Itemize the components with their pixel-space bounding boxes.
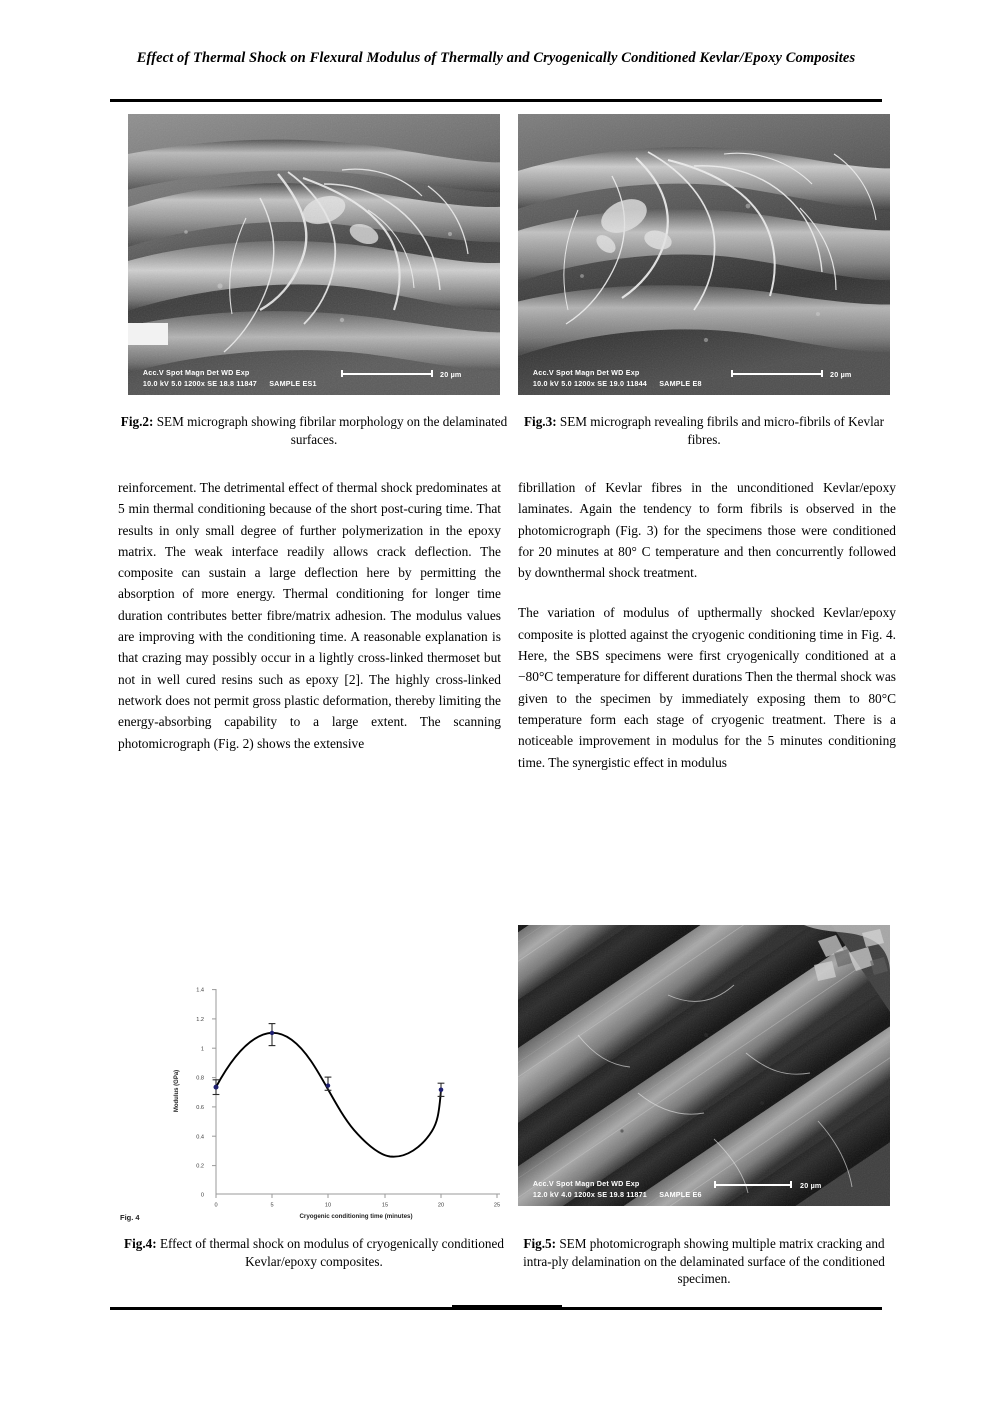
chart-svg [118, 975, 508, 1225]
fig2-white-artifact [128, 323, 168, 345]
figure-2-micrograph [128, 114, 500, 395]
figure-4-caption [118, 1235, 510, 1270]
figure-2-caption-label: Fig.2: [120, 414, 154, 429]
figure-2-caption [118, 413, 510, 448]
ytick-0.6: 0.6 [196, 1105, 204, 1111]
figure-2-caption-text: SEM micrograph showing fibrilar morphology on the delaminated surfaces. [153, 414, 508, 447]
figure-4-caption-label: Fig.4: [124, 1236, 157, 1251]
data-point-5 [270, 1031, 274, 1035]
fig5-scale-bar [714, 1181, 792, 1188]
chart-trend-curve [216, 1033, 441, 1157]
chart-xlabel: Cryogenic conditioning time (minutes) [299, 1213, 413, 1220]
fig2-scale-bar [341, 370, 433, 377]
fig3-databar-headers: Acc.V Spot Magn Det WD Exp [532, 368, 640, 377]
body-left-column [118, 477, 501, 754]
xtick-5: 5 [270, 1202, 274, 1209]
ytick-0.4: 0.4 [196, 1134, 204, 1141]
fig2-databar-headers: Acc.V Spot Magn Det WD Exp [142, 368, 250, 377]
figure-5-caption [508, 1235, 900, 1288]
sem-image-fig5 [518, 925, 890, 1206]
ytick-1.2: 1.2 [196, 1017, 204, 1023]
sem-image-fig3 [518, 114, 890, 395]
sem-image-fig2 [128, 114, 500, 395]
figure-5-caption-text: SEM photomicrograph showing multiple matrix cracking and intra-ply delamination on the delaminated surface of the conditioned specimen. [523, 1236, 885, 1286]
xtick-25: 25 [493, 1202, 501, 1209]
data-point-10 [326, 1083, 330, 1087]
fig3-data-bar [518, 365, 890, 395]
ytick-0.2: 0.2 [196, 1163, 204, 1170]
figure-4-corner-label: Fig. 4 [120, 1213, 140, 1222]
fig2-databar-sample: SAMPLE ES1 [269, 379, 317, 388]
fig3-databar-values: 10.0 kV 5.0 1200x SE 19.0 11844 [532, 379, 647, 388]
figure-3-caption [508, 413, 900, 448]
header-divider-rule [110, 99, 882, 102]
right-paragraph-1: fibrillation of Kevlar fibres in the unconditioned Kevlar/epoxy laminates. Again the tendency to form fibrils is observed in the photomicrograph (Fig. 3) for the specimens those were conditioned for 20 minutes at 80° C temperature and then concurrently followed by downthermal shock treatment. [518, 480, 896, 581]
xtick-10: 10 [324, 1202, 332, 1209]
xtick-20: 20 [437, 1202, 445, 1209]
running-head: Effect of Thermal Shock on Flexural Modulus of Thermally and Cryogenically Conditioned Kevlar/Epoxy Composites [136, 50, 856, 66]
figure-5-caption-label: Fig.5: [523, 1236, 557, 1251]
figure-3-caption-text: SEM micrograph revealing fibrils and micro-fibrils of Kevlar fibres. [556, 414, 884, 447]
figure-5-micrograph [518, 925, 890, 1206]
xtick-0: 0 [214, 1202, 218, 1209]
footer-divider-accent [452, 1305, 562, 1309]
ytick-0: 0 [200, 1192, 204, 1199]
fig3-databar-sample: SAMPLE E8 [659, 379, 702, 388]
fig5-scale-text: 20 µm [800, 1181, 822, 1190]
fig3-scale-bar [731, 370, 823, 377]
figure-3-caption-label: Fig.3: [523, 414, 557, 429]
figure-4-caption-text: Effect of thermal shock on modulus of cryogenically conditioned Kevlar/epoxy composites. [156, 1236, 504, 1269]
fig2-data-bar [128, 365, 500, 395]
chart-ylabel: Modulus (GPa) [174, 1069, 180, 1113]
fig3-scale-text: 20 µm [830, 370, 852, 379]
fig5-data-bar [518, 1176, 890, 1206]
fig5-databar-sample: SAMPLE E6 [659, 1190, 702, 1199]
data-point-0 [214, 1085, 219, 1090]
right-paragraph-2: The variation of modulus of upthermally shocked Kevlar/epoxy composite is plotted against the cryogenic conditioning time in Fig. 4. Here, the SBS specimens were first cryogenically conditioned at a −80°C temperature for different durations Then the thermal shock was given to the specimen by immediately exposing them to 80°C temperature form each stage of cryogenic treatment. There is a noticeable improvement in modulus for the 5 minutes conditioning time. The synergistic effect in modulus [518, 605, 896, 770]
ytick-1.4: 1.4 [196, 987, 204, 994]
chart-axes [216, 989, 500, 1194]
body-right-column [518, 477, 896, 773]
fig5-databar-headers: Acc.V Spot Magn Det WD Exp [532, 1179, 640, 1188]
fig2-scale-text: 20 µm [440, 370, 462, 379]
left-paragraph-1: reinforcement. The detrimental effect of thermal shock predominates at 5 min thermal conditioning because of the short post-curing time. That results in only small degree of further polymerization in the epoxy matrix. The weak interface readily allows crack deflection. The composite can sustain a large deflection here by permitting the absorption of more energy. Thermal conditioning for longer time duration contributes better fibre/matrix adhesion. The modulus values are improving with the conditioning time. A reasonable explanation is that crazing may possibly occur in a lightly cross-linked thermoset but not in well cured resins such as epoxy [2]. The highly cross-linked network does not permit gross plastic deformation, thereby limiting the energy-absorbing capability to a large extent. The scanning photomicrograph (Fig. 2) shows the extensive [118, 480, 501, 751]
figure-3-micrograph [518, 114, 890, 395]
fig5-databar-values: 12.0 kV 4.0 1200x SE 19.8 11871 [532, 1190, 647, 1199]
ytick-0.8: 0.8 [196, 1075, 204, 1082]
xtick-15: 15 [381, 1202, 389, 1209]
data-point-20 [439, 1088, 444, 1093]
chart-tick-marks [212, 990, 497, 1198]
fig2-databar-values: 10.0 kV 5.0 1200x SE 18.8 11847 [142, 379, 257, 388]
ytick-1: 1 [200, 1046, 204, 1053]
figure-4-chart [118, 975, 508, 1225]
